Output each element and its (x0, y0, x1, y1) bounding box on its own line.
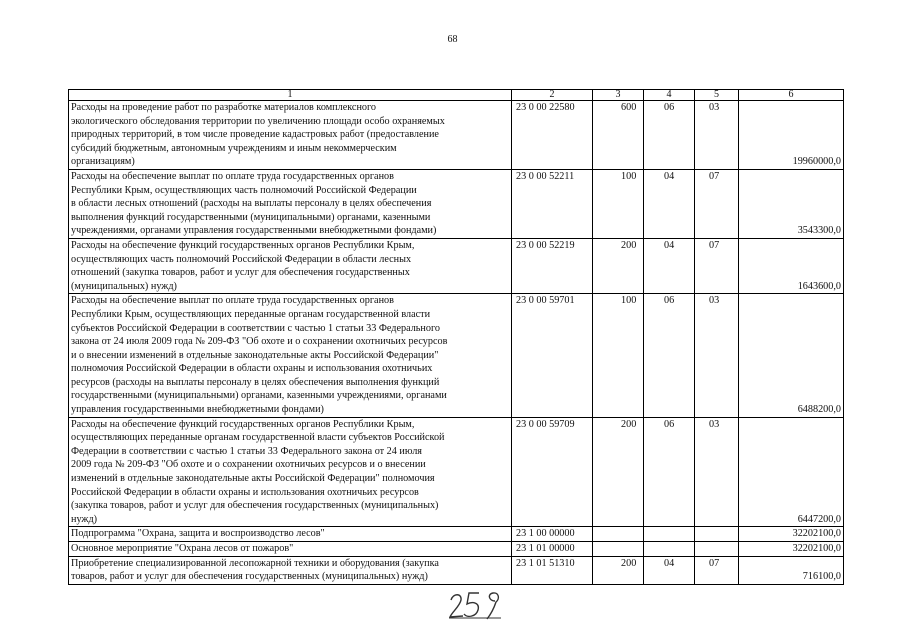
description-line: учреждениями, органами управления государственными внебюджетными фондами) (71, 225, 437, 237)
description-line: субъектов Российской Федерации в соответствии с частью 1 статьи 33 Федерального (71, 322, 440, 334)
expense-type: 100 (593, 294, 644, 417)
description-line: в области лесных отношений (расходы на выплаты персоналу в целях обеспечения (71, 198, 432, 210)
amount: 32202100,0 (739, 527, 844, 542)
row-description (69, 238, 512, 293)
column-header: 6 (739, 90, 844, 101)
description-line: изменений в отдельные законодательные акты Российской Федерации" полномочия (71, 473, 435, 485)
column-header: 4 (644, 90, 695, 101)
expense-type: 200 (593, 238, 644, 293)
description-line: Республики Крым, осуществляющих часть полномочий Российской Федерации (71, 184, 417, 196)
description-line: организациям) (71, 156, 135, 168)
description-line: Расходы на обеспечение функций государственных органов Республики Крым, (71, 239, 415, 251)
budget-table (68, 89, 844, 585)
table-row (69, 417, 844, 527)
row-description (69, 294, 512, 417)
description-line: осуществляющих часть полномочий Российской Федерации в области лесных (71, 253, 412, 265)
classification-code: 23 0 00 59709 (512, 417, 593, 527)
description-line: 2009 года № 209-ФЗ "Об охоте и о сохранении охотничьих ресурсов и о внесении (71, 459, 426, 471)
amount: 1643600,0 (739, 238, 844, 293)
description-line: Расходы на обеспечение выплат по оплате труда государственных органов (71, 295, 394, 307)
table-row (69, 556, 844, 584)
table-row (69, 294, 844, 417)
subsection (695, 542, 739, 557)
description-line: товаров, работ и услуг для обеспечения государственных (муниципальных) нужд) (71, 571, 428, 583)
table-row (69, 527, 844, 542)
description-line: природных территорий, в том числе проведение кадастровых работ (предоставление (71, 129, 439, 141)
amount: 19960000,0 (739, 101, 844, 170)
section: 06 (644, 101, 695, 170)
expense-type (593, 542, 644, 557)
amount: 32202100,0 (739, 542, 844, 557)
table-row (69, 101, 844, 170)
description-line: (муниципальных) нужд) (71, 280, 177, 292)
description-line: ресурсов (расходы на выплаты персоналу в целях обеспечения выполнения функций (71, 376, 440, 388)
section: 06 (644, 294, 695, 417)
description-line: закона от 24 июля 2009 года № 209-ФЗ "Об охоте и о сохранении охотничьих ресурсов (71, 336, 448, 348)
column-header: 1 (69, 90, 512, 101)
subsection (695, 527, 739, 542)
table-row (69, 169, 844, 238)
description-line: Основное мероприятие "Охрана лесов от пожаров" (71, 543, 294, 554)
section: 06 (644, 417, 695, 527)
description-line: (закупка товаров, работ и услуг для обеспечения государственных (муниципальных) (71, 500, 439, 512)
subsection: 03 (695, 294, 739, 417)
subsection: 07 (695, 169, 739, 238)
expense-type (593, 527, 644, 542)
description-line: Федерации в соответствии с частью 1 статьи 33 Федерального закона от 24 июля (71, 445, 422, 457)
amount: 716100,0 (739, 556, 844, 584)
description-line: нужд) (71, 513, 98, 525)
description-line: Подпрограмма "Охрана, защита и воспроизводство лесов" (71, 528, 325, 540)
description-line: Республики Крым, осуществляющих переданные органам государственной власти (71, 308, 431, 320)
section (644, 527, 695, 542)
section: 04 (644, 169, 695, 238)
column-header: 5 (695, 90, 739, 101)
expense-type: 100 (593, 169, 644, 238)
description-line: полномочия Российской Федерации в области охраны и использования охотничьих (71, 363, 433, 375)
classification-code: 23 0 00 52211 (512, 169, 593, 238)
classification-code: 23 1 01 00000 (512, 542, 593, 557)
description-line: выполнения функций государственными (муниципальными) органами, казенными (71, 211, 431, 223)
page-number: 68 (447, 34, 458, 45)
description-line: Расходы на обеспечение выплат по оплате труда государственных органов (71, 170, 394, 182)
classification-code: 23 0 00 52219 (512, 238, 593, 293)
expense-type: 600 (593, 101, 644, 170)
section (644, 542, 695, 557)
amount: 6447200,0 (739, 417, 844, 527)
subsection: 07 (695, 238, 739, 293)
row-description (69, 542, 512, 557)
header-row (69, 90, 844, 101)
description-line: экологического обследования территории по увеличению площади особо охраняемых (71, 115, 445, 127)
classification-code: 23 1 01 51310 (512, 556, 593, 584)
table-body (69, 101, 844, 585)
row-description (69, 417, 512, 527)
classification-code: 23 1 00 00000 (512, 527, 593, 542)
classification-code: 23 0 00 59701 (512, 294, 593, 417)
column-header: 2 (512, 90, 593, 101)
description-line: осуществляющих переданные органам государственной власти субъектов Российской (71, 432, 445, 444)
description-line: Приобретение специализированной лесопожарной техники и оборудования (закупка (71, 557, 439, 569)
section: 04 (644, 556, 695, 584)
column-header: 3 (593, 90, 644, 101)
subsection: 07 (695, 556, 739, 584)
subsection: 03 (695, 101, 739, 170)
description-line: субсидий бюджетным, автономным учреждениям и иным некоммерческим (71, 142, 397, 154)
classification-code: 23 0 00 22580 (512, 101, 593, 170)
description-line: отношений (закупка товаров, работ и услуг для обеспечения государственных (71, 267, 410, 279)
row-description (69, 169, 512, 238)
expense-type: 200 (593, 417, 644, 527)
subsection: 03 (695, 417, 739, 527)
description-line: и о внесении изменений в отдельные законодательные акты Российской Федерации" (71, 349, 439, 361)
handwritten-page-number (447, 588, 507, 620)
amount: 3543300,0 (739, 169, 844, 238)
row-description (69, 101, 512, 170)
section: 04 (644, 238, 695, 293)
amount: 6488200,0 (739, 294, 844, 417)
row-description (69, 556, 512, 584)
table-header (69, 90, 844, 101)
table-row (69, 542, 844, 557)
expense-type: 200 (593, 556, 644, 584)
description-line: Российской Федерации в области охраны и использования охотничьих ресурсов (71, 486, 419, 498)
table-row (69, 238, 844, 293)
row-description (69, 527, 512, 542)
description-line: управления государственными внебюджетными фондами) (71, 404, 324, 416)
description-line: государственными (муниципальными) органами, казенными учреждениями, органами (71, 390, 447, 402)
description-line: Расходы на обеспечение функций государственных органов Республики Крым, (71, 418, 415, 430)
description-line: Расходы на проведение работ по разработке материалов комплексного (71, 102, 377, 113)
